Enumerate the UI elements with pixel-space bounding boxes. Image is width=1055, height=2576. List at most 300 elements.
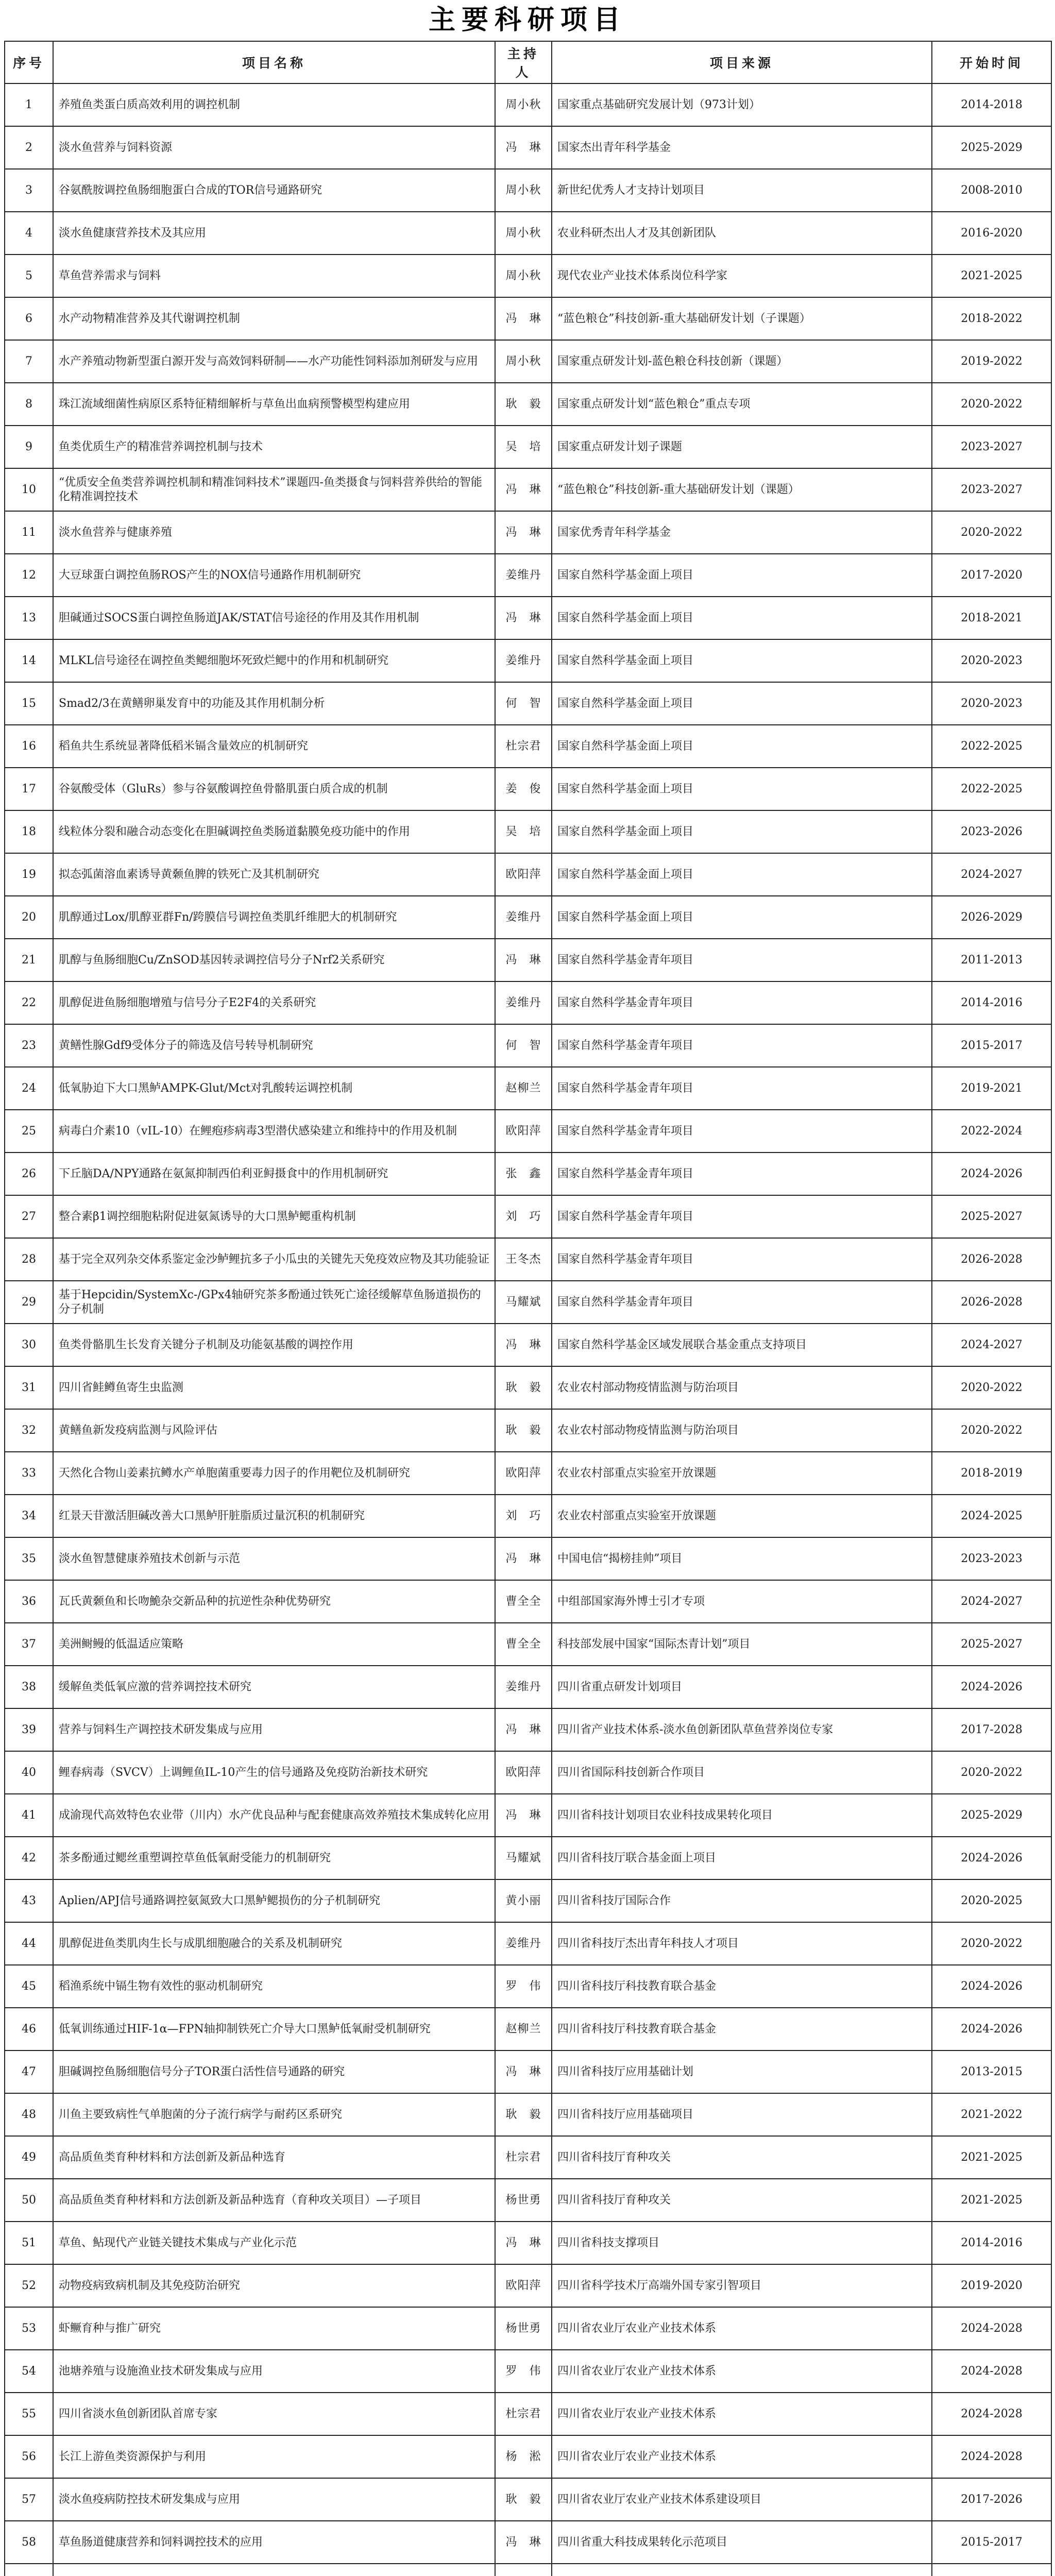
project-name: 高品质鱼类育种材料和方法创新及新品种选育 bbox=[53, 2136, 495, 2179]
table-row bbox=[5, 639, 1051, 682]
project-host: 何 智 bbox=[495, 682, 552, 725]
table-row bbox=[5, 597, 1051, 639]
project-name: 肌醇促进鱼肠细胞增殖与信号分子E2F4的关系研究 bbox=[53, 981, 495, 1024]
project-host: 杜宗君 bbox=[495, 2393, 552, 2435]
project-name: 池塘养殖与设施渔业技术研发集成与应用 bbox=[53, 2350, 495, 2393]
project-source: 四川省科技厅科技教育联合基金 bbox=[552, 2008, 932, 2050]
header-name: 项目名称 bbox=[53, 41, 495, 83]
project-name: 黄鳝性腺Gdf9受体分子的筛选及信号转导机制研究 bbox=[53, 1024, 495, 1067]
row-index: 58 bbox=[5, 2521, 53, 2564]
row-index: 27 bbox=[5, 1195, 53, 1238]
project-source: 四川省科技计划项目农业科技成果转化项目 bbox=[552, 1794, 932, 1837]
project-host: 冯 琳 bbox=[495, 2222, 552, 2264]
project-host: 杨 淞 bbox=[495, 2435, 552, 2478]
project-source: 国家重点基础研究发展计划（973计划） bbox=[552, 83, 932, 126]
project-host: 杨世勇 bbox=[495, 2307, 552, 2350]
project-host: 冯 琳 bbox=[495, 511, 552, 554]
project-period: 2022-2025 bbox=[932, 725, 1051, 768]
table-row bbox=[5, 340, 1051, 383]
row-index: 13 bbox=[5, 597, 53, 639]
project-host: 冯 琳 bbox=[495, 468, 552, 511]
project-name: 低氧胁迫下大口黑鲈AMPK-Glut/Mct对乳酸转运调控机制 bbox=[53, 1067, 495, 1110]
project-period: 2020-2022 bbox=[932, 1366, 1051, 1409]
table-row bbox=[5, 725, 1051, 768]
project-name: 草鱼肠道健康营养和饲料调控技术的应用 bbox=[53, 2521, 495, 2564]
project-source: 四川省农业厅农业产业技术体系 bbox=[552, 2307, 932, 2350]
project-host: 欧阳萍 bbox=[495, 1751, 552, 1794]
table-row bbox=[5, 1708, 1051, 1751]
row-index: 2 bbox=[5, 126, 53, 169]
project-host: 姜维丹 bbox=[495, 981, 552, 1024]
table-row bbox=[5, 1024, 1051, 1067]
table-row bbox=[5, 981, 1051, 1024]
row-index: 5 bbox=[5, 255, 53, 297]
project-name: 鱼类骨骼肌生长发育关键分子机制及功能氨基酸的调控作用 bbox=[53, 1324, 495, 1366]
project-source: 国家自然科学基金面上项目 bbox=[552, 639, 932, 682]
row-index: 40 bbox=[5, 1751, 53, 1794]
row-index: 36 bbox=[5, 1580, 53, 1623]
project-source: “蓝色粮仓”科技创新-重大基础研发计划（子课题） bbox=[552, 297, 932, 340]
project-period: 2023-2023 bbox=[932, 1537, 1051, 1580]
project-name: 低氧训练通过HIF-1α—FPN轴抑制铁死亡介导大口黑鲈低氧耐受机制研究 bbox=[53, 2008, 495, 2050]
project-host: 曹全全 bbox=[495, 1623, 552, 1666]
project-source: 国家自然科学基金青年项目 bbox=[552, 981, 932, 1024]
project-host: 欧阳萍 bbox=[495, 853, 552, 896]
table-row bbox=[5, 2307, 1051, 2350]
table-row bbox=[5, 1837, 1051, 1879]
project-host: 姜维丹 bbox=[495, 639, 552, 682]
header-period: 开始时间 bbox=[932, 41, 1051, 83]
project-host: 姜维丹 bbox=[495, 1922, 552, 1965]
row-index: 42 bbox=[5, 1837, 53, 1879]
table-row bbox=[5, 511, 1051, 554]
project-period: 2020-2023 bbox=[932, 682, 1051, 725]
project-source: 四川省科技厅育种攻关 bbox=[552, 2136, 932, 2179]
table-row bbox=[5, 1409, 1051, 1452]
project-name: 肌醇促进鱼类肌肉生长与成肌细胞融合的关系及机制研究 bbox=[53, 1922, 495, 1965]
project-period: 2024-2026 bbox=[932, 1666, 1051, 1708]
project-host: 姜维丹 bbox=[495, 1666, 552, 1708]
project-source: 国家自然科学基金面上项目 bbox=[552, 896, 932, 939]
project-source: 四川省科技厅国际合作 bbox=[552, 1879, 932, 1922]
project-name: 缓解鱼类低氧应激的营养调控技术研究 bbox=[53, 1666, 495, 1708]
row-index: 37 bbox=[5, 1623, 53, 1666]
row-index: 43 bbox=[5, 1879, 53, 1922]
project-period: 2020-2025 bbox=[932, 1879, 1051, 1922]
project-period: 2026-2028 bbox=[932, 1281, 1051, 1324]
project-source: 四川省科技厅科技教育联合基金 bbox=[552, 1965, 932, 2008]
project-period: 2019-2021 bbox=[932, 1067, 1051, 1110]
row-index: 55 bbox=[5, 2393, 53, 2435]
projects-table bbox=[4, 41, 1052, 2576]
project-host: 冯 琳 bbox=[495, 597, 552, 639]
project-source: 四川省科技支撑项目 bbox=[552, 2222, 932, 2264]
project-source: 国家自然科学基金面上项目 bbox=[552, 853, 932, 896]
project-name: 拟态弧菌溶血素诱导黄颡鱼脾的铁死亡及其机制研究 bbox=[53, 853, 495, 896]
row-index: 11 bbox=[5, 511, 53, 554]
project-host: 冯 琳 bbox=[495, 1708, 552, 1751]
table-body bbox=[5, 83, 1051, 2576]
project-name: 鱼类优质生产的精准营养调控机制与技术 bbox=[53, 426, 495, 468]
table-row bbox=[5, 896, 1051, 939]
project-source: 国家自然科学基金青年项目 bbox=[552, 1153, 932, 1195]
table-row bbox=[5, 1110, 1051, 1153]
project-host: 张 鑫 bbox=[495, 1153, 552, 1195]
project-source: 国家自然科学基金青年项目 bbox=[552, 1238, 932, 1281]
row-index: 54 bbox=[5, 2350, 53, 2393]
project-host: 欧阳萍 bbox=[495, 1452, 552, 1495]
table-row bbox=[5, 2521, 1051, 2564]
table-row bbox=[5, 1794, 1051, 1837]
project-name: 天然化合物山姜素抗鳟水产单胞菌重要毒力因子的作用靶位及机制研究 bbox=[53, 1452, 495, 1495]
table-row bbox=[5, 2179, 1051, 2222]
project-host: 冯 琳 bbox=[495, 2521, 552, 2564]
project-host: 耿 毅 bbox=[495, 1366, 552, 1409]
row-index: 12 bbox=[5, 554, 53, 597]
project-host: 刘 巧 bbox=[495, 1495, 552, 1537]
project-period: 2022-2025 bbox=[932, 768, 1051, 810]
table-row bbox=[5, 1153, 1051, 1195]
project-name: 胆碱通过SOCS蛋白调控鱼肠道JAK/STAT信号途径的作用及其作用机制 bbox=[53, 597, 495, 639]
row-index: 33 bbox=[5, 1452, 53, 1495]
table-row bbox=[5, 1067, 1051, 1110]
header-source: 项目来源 bbox=[552, 41, 932, 83]
project-name: 淡水鱼健康营养技术及其应用 bbox=[53, 212, 495, 255]
project-host: 冯 琳 bbox=[495, 939, 552, 981]
row-index: 34 bbox=[5, 1495, 53, 1537]
project-period: 2026-2028 bbox=[932, 1238, 1051, 1281]
project-period: 2025-2029 bbox=[932, 1794, 1051, 1837]
project-period: 2015-2017 bbox=[932, 1024, 1051, 1067]
project-period: 2008-2010 bbox=[932, 169, 1051, 212]
project-host: 罗 伟 bbox=[495, 2350, 552, 2393]
row-index: 31 bbox=[5, 1366, 53, 1409]
project-host: 罗 伟 bbox=[495, 1965, 552, 2008]
row-index: 1 bbox=[5, 83, 53, 126]
project-period: 2023-2026 bbox=[932, 810, 1051, 853]
project-host: 姜 俊 bbox=[495, 768, 552, 810]
project-name: 肌醇与鱼肠细胞Cu/ZnSOD基因转录调控信号分子Nrf2关系研究 bbox=[53, 939, 495, 981]
project-name: 整合素β1调控细胞粘附促进氨氮诱导的大口黑鲈鳃重构机制 bbox=[53, 1195, 495, 1238]
project-name: MLKL信号途径在调控鱼类鳃细胞坏死致烂鳃中的作用和机制研究 bbox=[53, 639, 495, 682]
row-index: 24 bbox=[5, 1067, 53, 1110]
project-period: 2021-2025 bbox=[932, 2136, 1051, 2179]
project-source: 四川省科技厅联合基金面上项目 bbox=[552, 1837, 932, 1879]
project-name: Aplien/APJ信号通路调控氨氮致大口黑鲈鳃损伤的分子机制研究 bbox=[53, 1879, 495, 1922]
project-source: 四川省科技厅杰出青年科技人才项目 bbox=[552, 1922, 932, 1965]
project-period: 2024-2026 bbox=[932, 1153, 1051, 1195]
project-name: 动物疫病致病机制及其免疫防治研究 bbox=[53, 2264, 495, 2307]
row-index: 18 bbox=[5, 810, 53, 853]
row-index: 51 bbox=[5, 2222, 53, 2264]
table-row bbox=[5, 426, 1051, 468]
project-source: 四川省科技厅育种攻关 bbox=[552, 2179, 932, 2222]
row-index: 6 bbox=[5, 297, 53, 340]
table-row bbox=[5, 1324, 1051, 1366]
project-source: 四川省农业厅农业产业技术体系 bbox=[552, 2393, 932, 2435]
row-index: 3 bbox=[5, 169, 53, 212]
row-index: 4 bbox=[5, 212, 53, 255]
project-host: 杜宗君 bbox=[495, 725, 552, 768]
project-period: 2024-2025 bbox=[932, 1495, 1051, 1537]
project-name: 肌醇通过Lox/肌醇亚群Fn/跨膜信号调控鱼类肌纤维肥大的机制研究 bbox=[53, 896, 495, 939]
project-source: 国家自然科学基金青年项目 bbox=[552, 1195, 932, 1238]
project-period bbox=[932, 2564, 1051, 2576]
project-name: 下丘脑DA/NPY通路在氨氮抑制西伯利亚鲟摄食中的作用机制研究 bbox=[53, 1153, 495, 1195]
table-row bbox=[5, 126, 1051, 169]
project-source: 国家自然科学基金区域发展联合基金重点支持项目 bbox=[552, 1324, 932, 1366]
project-period: 2024-2028 bbox=[932, 2435, 1051, 2478]
row-index: 35 bbox=[5, 1537, 53, 1580]
project-name: 基于完全双列杂交体系鉴定金沙鲈鲤抗多子小瓜虫的关键先天免疫效应物及其功能验证 bbox=[53, 1238, 495, 1281]
table-row bbox=[5, 2435, 1051, 2478]
table-row bbox=[5, 1195, 1051, 1238]
project-source: 科技部发展中国家“国际杰青计划”项目 bbox=[552, 1623, 932, 1666]
project-name: 高品质鱼类育种材料和方法创新及新品种选育（育种攻关项目）—子项目 bbox=[53, 2179, 495, 2222]
project-source: 国家重点研发计划-蓝色粮仓科技创新（课题） bbox=[552, 340, 932, 383]
project-period: 2018-2019 bbox=[932, 1452, 1051, 1495]
project-source: 四川省重点研发计划项目 bbox=[552, 1666, 932, 1708]
project-period: 2025-2029 bbox=[932, 126, 1051, 169]
project-period: 2016-2020 bbox=[932, 212, 1051, 255]
project-source: 国家自然科学基金青年项目 bbox=[552, 1024, 932, 1067]
project-name: 淡水鱼疫病防控技术研发集成与应用 bbox=[53, 2478, 495, 2521]
project-period: 2026-2029 bbox=[932, 896, 1051, 939]
project-period: 2024-2026 bbox=[932, 1965, 1051, 2008]
row-index: 25 bbox=[5, 1110, 53, 1153]
table-row bbox=[5, 212, 1051, 255]
project-source: 国家自然科学基金青年项目 bbox=[552, 1067, 932, 1110]
project-source: 四川省农业厅农业产业技术体系建设项目 bbox=[552, 2478, 932, 2521]
table-row bbox=[5, 297, 1051, 340]
row-index: 14 bbox=[5, 639, 53, 682]
row-index: 50 bbox=[5, 2179, 53, 2222]
project-period: 2014-2018 bbox=[932, 83, 1051, 126]
row-index: 15 bbox=[5, 682, 53, 725]
table-row bbox=[5, 2264, 1051, 2307]
project-period: 2022-2024 bbox=[932, 1110, 1051, 1153]
table-row bbox=[5, 1879, 1051, 1922]
project-period: 2020-2022 bbox=[932, 1751, 1051, 1794]
row-index: 49 bbox=[5, 2136, 53, 2179]
project-period: 2024-2028 bbox=[932, 2350, 1051, 2393]
table-row bbox=[5, 1281, 1051, 1324]
project-period: 2025-2027 bbox=[932, 1623, 1051, 1666]
project-period: 2020-2023 bbox=[932, 639, 1051, 682]
project-host: 耿 毅 bbox=[495, 383, 552, 426]
project-host: 曹全全 bbox=[495, 1580, 552, 1623]
table-row bbox=[5, 939, 1051, 981]
table-row bbox=[5, 1965, 1051, 2008]
project-period: 2013-2015 bbox=[932, 2050, 1051, 2093]
project-host: 冯 琳 bbox=[495, 1537, 552, 1580]
table-row bbox=[5, 768, 1051, 810]
project-host: 吴 培 bbox=[495, 810, 552, 853]
table-row bbox=[5, 1580, 1051, 1623]
project-host: 马耀斌 bbox=[495, 1281, 552, 1324]
project-period: 2017-2028 bbox=[932, 1708, 1051, 1751]
table-row bbox=[5, 1922, 1051, 1965]
project-host: 姜维丹 bbox=[495, 554, 552, 597]
project-source: 国家自然科学基金面上项目 bbox=[552, 597, 932, 639]
project-source bbox=[552, 2564, 932, 2576]
project-name: 茶多酚通过鳃丝重塑调控草鱼低氧耐受能力的机制研究 bbox=[53, 1837, 495, 1879]
project-source: 四川省国际科技创新合作项目 bbox=[552, 1751, 932, 1794]
page-title: 主要科研项目 bbox=[428, 4, 626, 36]
project-source: 国家自然科学基金面上项目 bbox=[552, 554, 932, 597]
table-header-row bbox=[5, 41, 1051, 83]
project-source: 现代农业产业技术体系岗位科学家 bbox=[552, 255, 932, 297]
project-host: 冯 琳 bbox=[495, 2050, 552, 2093]
table-row bbox=[5, 2093, 1051, 2136]
project-name: 鲤春病毒（SVCV）上调鲤鱼IL-10产生的信号通路及免疫防治新技术研究 bbox=[53, 1751, 495, 1794]
table-row bbox=[5, 2393, 1051, 2435]
table-row bbox=[5, 1537, 1051, 1580]
project-host: 赵柳兰 bbox=[495, 2008, 552, 2050]
project-host: 耿 毅 bbox=[495, 2093, 552, 2136]
project-name: 营养与饲料生产调控技术研发集成与应用 bbox=[53, 1708, 495, 1751]
table-row bbox=[5, 853, 1051, 896]
table-row bbox=[5, 169, 1051, 212]
project-name bbox=[53, 2564, 495, 2576]
project-period: 2017-2020 bbox=[932, 554, 1051, 597]
row-index: 39 bbox=[5, 1708, 53, 1751]
project-period: 2020-2022 bbox=[932, 1409, 1051, 1452]
project-name: 稻渔系统中镉生物有效性的驱动机制研究 bbox=[53, 1965, 495, 2008]
table-row bbox=[5, 2008, 1051, 2050]
project-period: 2018-2022 bbox=[932, 297, 1051, 340]
row-index: 26 bbox=[5, 1153, 53, 1195]
table-row bbox=[5, 2564, 1051, 2576]
project-name: 美洲鲥鳗的低温适应策略 bbox=[53, 1623, 495, 1666]
project-name: 淡水鱼营养与饲料资源 bbox=[53, 126, 495, 169]
project-name: 水产养殖动物新型蛋白源开发与高效饲料研制——水产功能性饲料添加剂研发与应用 bbox=[53, 340, 495, 383]
project-source: 国家自然科学基金面上项目 bbox=[552, 682, 932, 725]
row-index: 17 bbox=[5, 768, 53, 810]
project-name: 淡水鱼营养与健康养殖 bbox=[53, 511, 495, 554]
project-host: 周小秋 bbox=[495, 83, 552, 126]
project-source: 四川省产业技术体系-淡水鱼创新团队草鱼营养岗位专家 bbox=[552, 1708, 932, 1751]
project-source: 农业农村部重点实验室开放课题 bbox=[552, 1495, 932, 1537]
table-row bbox=[5, 1751, 1051, 1794]
project-period: 2024-2026 bbox=[932, 1837, 1051, 1879]
table-row bbox=[5, 2136, 1051, 2179]
project-source: 中组部国家海外博士引才专项 bbox=[552, 1580, 932, 1623]
project-name: 四川省鲑鳟鱼寄生虫监测 bbox=[53, 1366, 495, 1409]
project-host: 杨世勇 bbox=[495, 2179, 552, 2222]
project-host: 冯 琳 bbox=[495, 297, 552, 340]
row-index: 56 bbox=[5, 2435, 53, 2478]
project-name: 水产动物精准营养及其代谢调控机制 bbox=[53, 297, 495, 340]
table-row bbox=[5, 554, 1051, 597]
project-host: 周小秋 bbox=[495, 340, 552, 383]
row-index: 8 bbox=[5, 383, 53, 426]
project-host: 刘 巧 bbox=[495, 1195, 552, 1238]
project-source: 国家优秀青年科学基金 bbox=[552, 511, 932, 554]
project-source: 四川省重大科技成果转化示范项目 bbox=[552, 2521, 932, 2564]
table-row bbox=[5, 1452, 1051, 1495]
project-period: 2014-2016 bbox=[932, 2222, 1051, 2264]
header-index: 序号 bbox=[5, 41, 53, 83]
row-index: 19 bbox=[5, 853, 53, 896]
row-index: 53 bbox=[5, 2307, 53, 2350]
project-period: 2011-2013 bbox=[932, 939, 1051, 981]
table-row bbox=[5, 1238, 1051, 1281]
project-host: 姜维丹 bbox=[495, 896, 552, 939]
project-source: 农业农村部重点实验室开放课题 bbox=[552, 1452, 932, 1495]
row-index: 22 bbox=[5, 981, 53, 1024]
table-row bbox=[5, 1666, 1051, 1708]
project-name: 谷氨酸受体（GluRs）参与谷氨酸调控鱼骨骼肌蛋白质合成的机制 bbox=[53, 768, 495, 810]
project-period: 2023-2027 bbox=[932, 468, 1051, 511]
project-host: 马耀斌 bbox=[495, 1837, 552, 1879]
project-source: 国家自然科学基金面上项目 bbox=[552, 768, 932, 810]
project-source: 国家自然科学基金青年项目 bbox=[552, 939, 932, 981]
row-index: 30 bbox=[5, 1324, 53, 1366]
project-period: 2017-2026 bbox=[932, 2478, 1051, 2521]
project-source: 四川省科技厅应用基础项目 bbox=[552, 2093, 932, 2136]
row-index: 10 bbox=[5, 468, 53, 511]
table-row bbox=[5, 468, 1051, 511]
project-host: 欧阳萍 bbox=[495, 1110, 552, 1153]
row-index: 28 bbox=[5, 1238, 53, 1281]
project-name: 成渝现代高效特色农业带（川内）水产优良品种与配套健康高效养殖技术集成转化应用 bbox=[53, 1794, 495, 1837]
project-source: “蓝色粮仓”科技创新-重大基础研发计划（课题） bbox=[552, 468, 932, 511]
table-row bbox=[5, 255, 1051, 297]
project-host: 杜宗君 bbox=[495, 2136, 552, 2179]
project-host: 何 智 bbox=[495, 1024, 552, 1067]
project-name: 虾鳜育种与推广研究 bbox=[53, 2307, 495, 2350]
row-index: 48 bbox=[5, 2093, 53, 2136]
table-row bbox=[5, 383, 1051, 426]
project-name: 谷氨酰胺调控鱼肠细胞蛋白合成的TOR信号通路研究 bbox=[53, 169, 495, 212]
project-host: 欧阳萍 bbox=[495, 2264, 552, 2307]
project-host: 周小秋 bbox=[495, 255, 552, 297]
project-name: 养殖鱼类蛋白质高效利用的调控机制 bbox=[53, 83, 495, 126]
project-host: 耿 毅 bbox=[495, 2478, 552, 2521]
project-name: 红景天苷激活胆碱改善大口黑鲈肝脏脂质过量沉积的机制研究 bbox=[53, 1495, 495, 1537]
table-row bbox=[5, 83, 1051, 126]
table-row bbox=[5, 810, 1051, 853]
table-row bbox=[5, 2350, 1051, 2393]
project-source: 国家自然科学基金面上项目 bbox=[552, 725, 932, 768]
project-host: 冯 琳 bbox=[495, 1324, 552, 1366]
project-host: 冯 琳 bbox=[495, 126, 552, 169]
project-period: 2024-2027 bbox=[932, 853, 1051, 896]
row-index: 16 bbox=[5, 725, 53, 768]
project-host: 冯 琳 bbox=[495, 1794, 552, 1837]
project-name: 珠江流域细菌性病原区系特征精细解析与草鱼出血病预警模型构建应用 bbox=[53, 383, 495, 426]
project-source: 国家自然科学基金面上项目 bbox=[552, 810, 932, 853]
project-name: 长江上游鱼类资源保护与利用 bbox=[53, 2435, 495, 2478]
project-name: 四川省淡水鱼创新团队首席专家 bbox=[53, 2393, 495, 2435]
project-period: 2019-2020 bbox=[932, 2264, 1051, 2307]
project-host bbox=[495, 2564, 552, 2576]
project-period: 2024-2026 bbox=[932, 2008, 1051, 2050]
project-period: 2024-2028 bbox=[932, 2307, 1051, 2350]
row-index: 41 bbox=[5, 1794, 53, 1837]
project-source: 国家重点研发计划子课题 bbox=[552, 426, 932, 468]
row-index bbox=[5, 2564, 53, 2576]
project-source: 四川省科技厅应用基础计划 bbox=[552, 2050, 932, 2093]
table-row bbox=[5, 1366, 1051, 1409]
project-period: 2020-2022 bbox=[932, 383, 1051, 426]
project-period: 2018-2021 bbox=[932, 597, 1051, 639]
project-period: 2024-2027 bbox=[932, 1580, 1051, 1623]
row-index: 47 bbox=[5, 2050, 53, 2093]
project-period: 2024-2028 bbox=[932, 2393, 1051, 2435]
row-index: 57 bbox=[5, 2478, 53, 2521]
